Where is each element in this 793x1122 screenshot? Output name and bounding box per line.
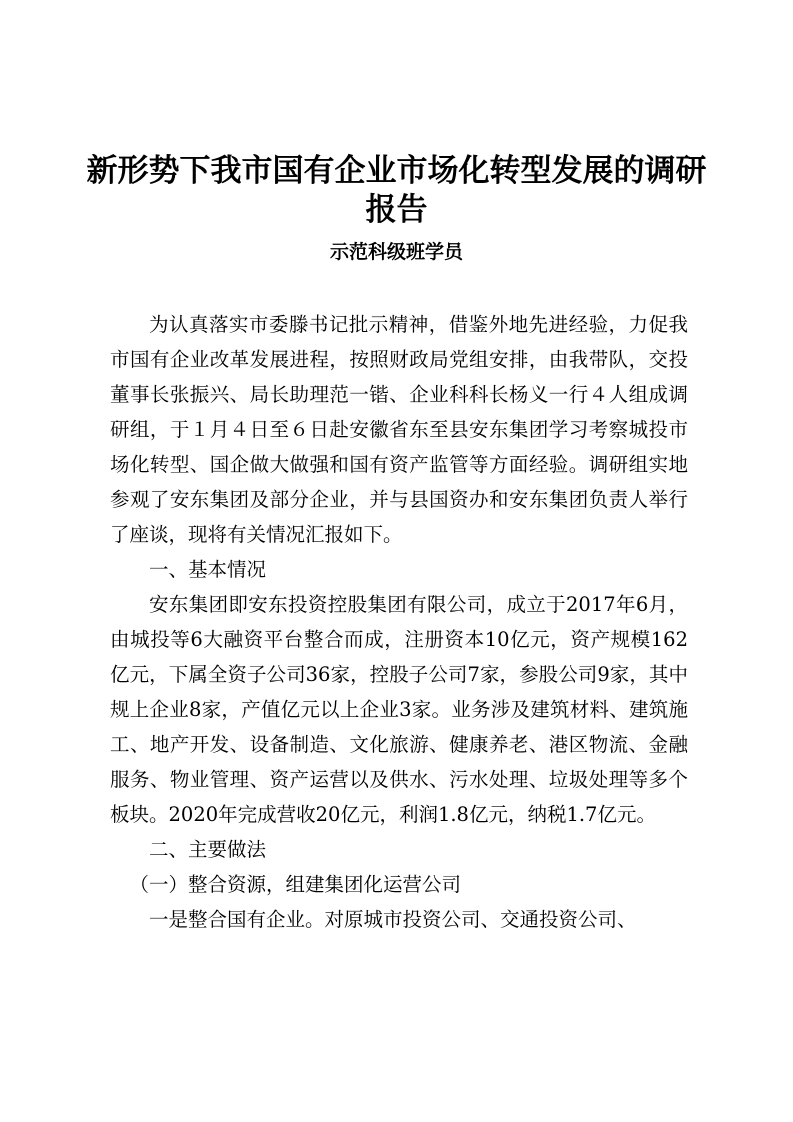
document-title: 新形势下我市国有企业市场化转型发展的调研报告	[86, 153, 707, 228]
section-heading-basic-situation: 一、基本情况	[149, 558, 267, 581]
basic-situation-paragraph: 安东集团即安东投资控股集团有限公司，成立于2017年6月，由城投等6大融资平台整合而成，注册资本10亿元，资产规模162亿元，下属全资子公司36家，控股子公司7家，参股公司9家，其中规上企业8家，产值亿元以上企业3家。业务涉及建筑材料、建筑施工、地产开发、设备制造、文化旅游、健康养老、港区物流、金融服务、物业管理、资产运营以及供水、污水处理、垃圾处理等多个板块。2020年完成营收20亿元，利润1.8亿元，纳税1.7亿元。	[110, 593, 688, 826]
resource-integration-paragraph: 一是整合国有企业。对原城市投资公司、交通投资公司、	[149, 908, 637, 931]
intro-paragraph: 为认真落实市委滕书记批示精神，借鉴外地先进经验，力促我市国有企业改革发展进程，按照财政局党组安排，由我带队，交投董事长张振兴、局长助理范一锴、企业科科长杨义一行４人组成调研组，于１月４日至６日赴安徽省东至县安东集团学习考察城投市场化转型、国企做大做强和国有资产监管等方面经验。调研组实地参观了安东集团及部分企业，并与县国资办和安东集团负责人举行了座谈，现将有关情况汇报如下。	[110, 313, 688, 546]
subsection-heading-resource-integration: （一）整合资源，组建集团化运营公司	[129, 873, 462, 896]
document-body	[110, 307, 688, 937]
section-heading-main-practices: 二、主要做法	[149, 838, 267, 861]
document-author: 示范科级班学员	[329, 241, 463, 263]
